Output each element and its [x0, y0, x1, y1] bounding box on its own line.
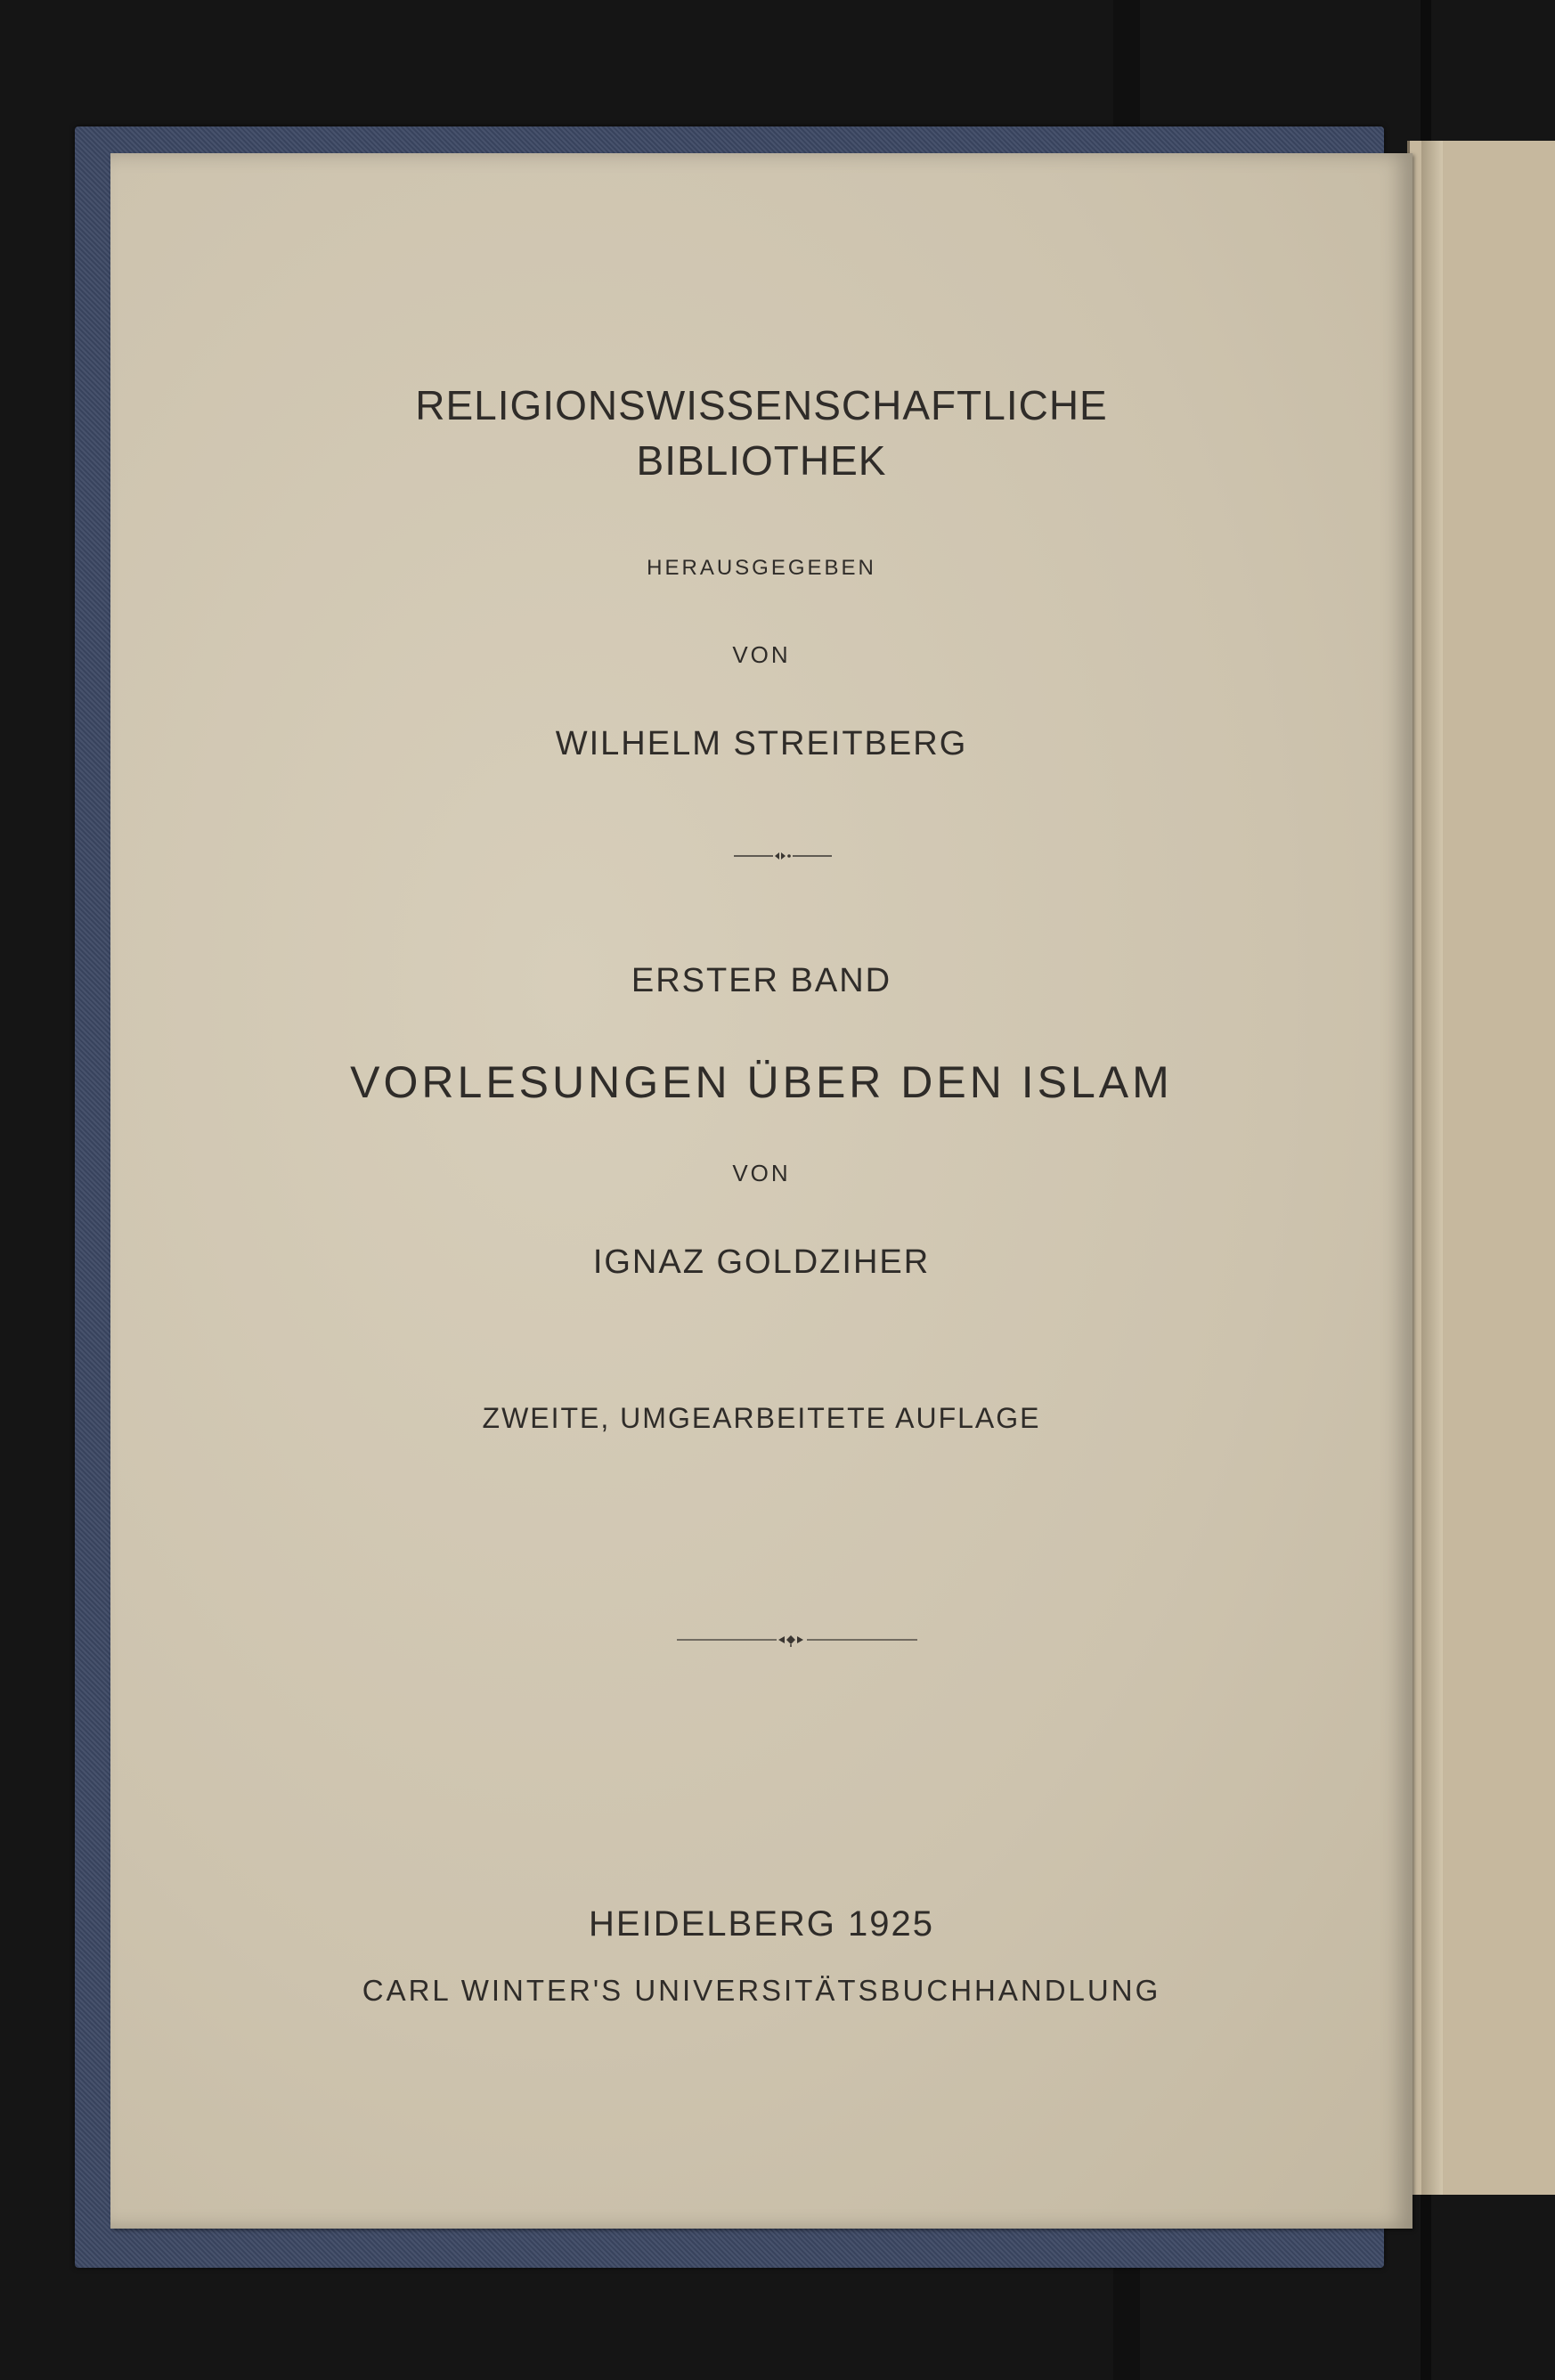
edited-by-label: HERAUSGEGEBEN [647, 556, 876, 580]
volume-label: ERSTER BAND [631, 962, 892, 999]
by-label-author: VON [732, 1160, 791, 1186]
ornament-divider-icon [734, 850, 832, 862]
series-title-line-1: RELIGIONSWISSENSCHAFTLICHE [415, 382, 1108, 428]
place-and-year: HEIDELBERG 1925 [589, 1904, 934, 1944]
editor-name: WILHELM STREITBERG [555, 725, 968, 762]
ornament-divider-icon [677, 1632, 917, 1648]
series-title-line-2: BIBLIOTHEK [636, 437, 887, 484]
publisher-name: CARL WINTER'S UNIVERSITÄTSBUCHHANDLUNG [362, 1974, 1161, 2007]
book-title: VORLESUNGEN ÜBER DEN ISLAM [350, 1057, 1173, 1107]
author-name: IGNAZ GOLDZIHER [592, 1243, 931, 1281]
title-page [110, 153, 1413, 2229]
edition-statement: ZWEITE, UMGEARBEITETE AUFLAGE [482, 1402, 1041, 1434]
page-gutter [1421, 141, 1443, 2195]
by-label-editor: VON [732, 641, 791, 668]
